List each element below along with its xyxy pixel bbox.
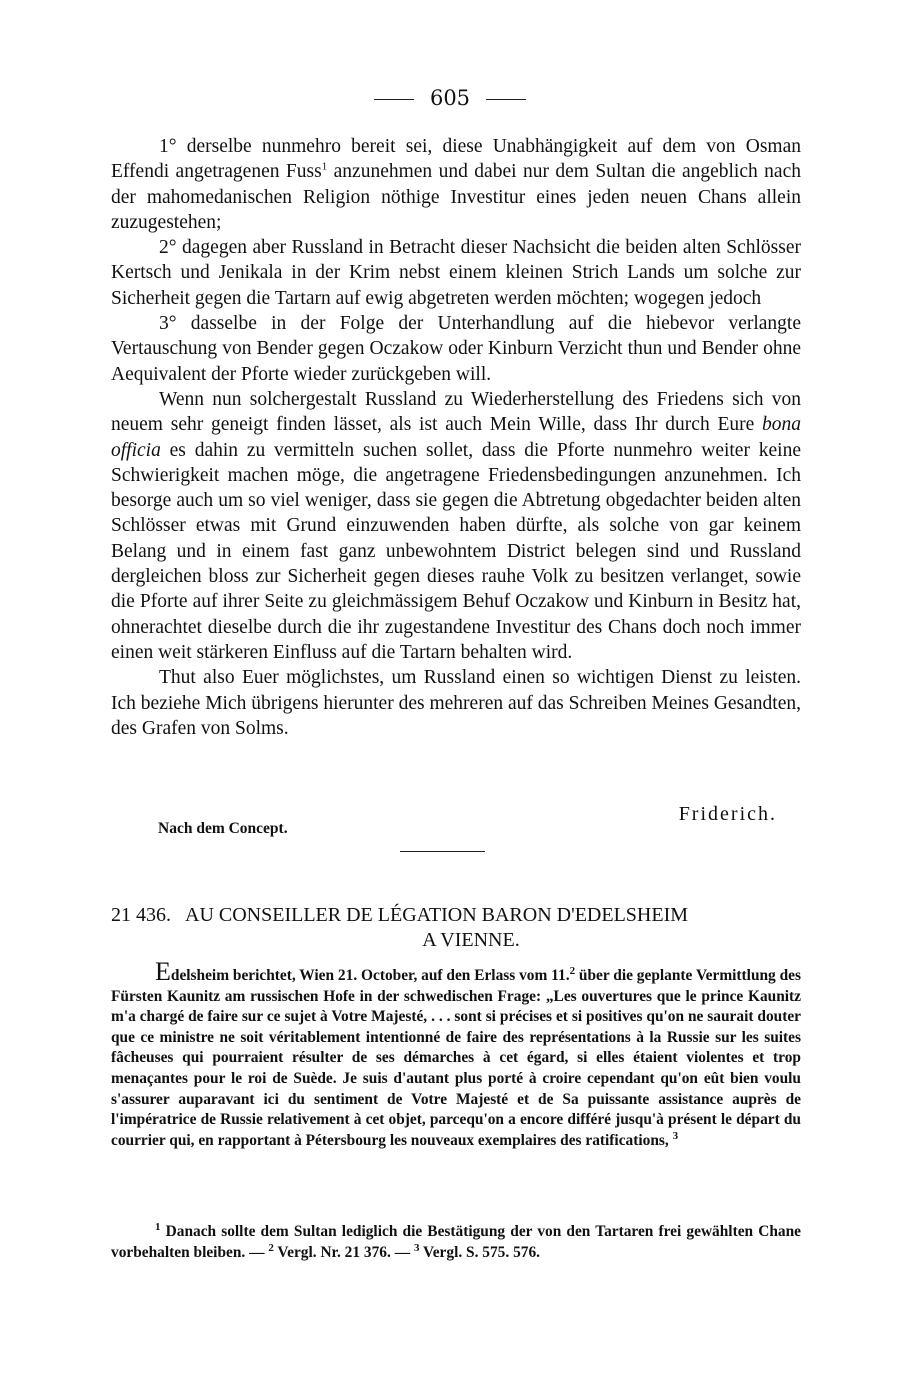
document-number: 21 436. <box>111 904 171 926</box>
footnote-mark-2: 2 <box>268 1241 274 1254</box>
summary-paragraph: Edelsheim berichtet, Wien 21. October, auf den Erlass vom 11.$^2$ über die geplante Vermittlung des Fürsten Kaunitz am russischen Hofe in der schwedischen Frage: „Les ouvertures que le prince Kaunitz m'a chargé de faire sur ce sujet à Votre Majesté, . . . sont si précises et si positives qu'on ne saurait douter que ce ministre ne soit véritablement intentionné de faire des représentations à la Russie sur les suites fâcheuses qui pourraient résulter de ses démarches à cet égard, si elles étaient violentes et trop menaçantes pour le roi de Suède. Je suis d'autant plus porté à croire cependant qu'on eût bien voulu s'assurer auparavant ici du sentiment de Votre Majesté et de Sa puissante assistance auprès de l'impératrice de Russie relativement à cet objet, parcequ'on a encore différé jusqu'à présent le départ du courrier qui, en rapportant à Pétersbourg les nouveaux exemplaires des ratifications, $^3$ <box>111 957 801 1149</box>
footnote-mark-1: 1 <box>155 1220 161 1233</box>
page-number: 605 <box>429 86 471 110</box>
source-note: Nach dem Concept. <box>158 820 288 837</box>
paragraph-point-3: 3° dasselbe in der Folge der Unterhandlung auf die hiebevor verlangte Vertauschung von Bender gegen Oczakow oder Kinburn Verzicht thun und Bender ohne Aequivalent der Pforte wieder zurückgeben will. <box>111 313 801 385</box>
page-number-dash-left <box>374 99 414 100</box>
section-divider <box>400 851 485 852</box>
footnote-mark-3: 3 <box>413 1241 420 1254</box>
paragraph-point-1: 1° derselbe nunmehro bereit sei, diese Unabhängigkeit auf dem von Osman Effendi angetragenen Fuss$^1$ anzunehmen und dabei nur dem Sultan die angeblich nach der mahomedanischen Religion nöthige Investitur eines jeden neuen Chans allein zuzugestehen; <box>111 136 801 233</box>
document-heading <box>111 903 801 953</box>
paragraph-closing: Thut also Euer möglichstes, um Russland einen so wichtigen Dienst zu leisten. Ich beziehe Mich übrigens hierunter des mehreren auf das Schreiben Meines Gesandten, des Grafen von Solms. <box>111 667 801 739</box>
footnote-ref-3[interactable]: 3 <box>672 1129 679 1142</box>
footnotes <box>111 1222 801 1263</box>
italic-phrase: bona officia <box>111 414 801 461</box>
footnote-ref-1[interactable]: 1 <box>321 160 328 173</box>
paragraph-main: Wenn nun solchergestalt Russland zu Wiederherstellung des Friedens sich von neuem sehr geneigt finden lässet, als ist auch Mein Wille, dass Ihr durch Eure bona officia es dahin zu vermitteln suchen sollet, dass die Pforte nunmehro weiter keine Schwierigkeit machen möge, die angetragene Friedensbedingungen anzunehmen. Ich besorge auch um so viel weniger, dass sie gegen die Abtretung obgedachter beiden alten Schlösser etwas mit Grund einzuwenden haben dürfte, als solche von gar keinem Belang und in einem fast ganz unbewohntem District belegen sind und Russland dergleichen bloss zur Sicherheit gegen dieses rauhe Volk zu besitzen verlanget, sowie die Pforte auf ihrer Seite zu gleichmässigem Behuf Oczakow und Kinburn in Besitz hat, ohnerachtet dieselbe durch die ihr zugestandene Investitur des Chans doch noch immer einen weit stärkeren Einfluss auf die Tartarn behalten wird. <box>111 388 801 663</box>
footnote-paragraph: $^1$ Danach sollte dem Sultan lediglich die Bestätigung der von den Tartaren frei gewählten Chane vorbehalten bleiben. — $^2$ Vergl. Nr. 21 376. — $^3$ Vergl. S. 575. 576. <box>111 1220 801 1261</box>
heading-line-2: A VIENNE. <box>422 929 520 951</box>
main-letter-text <box>111 134 801 741</box>
drop-cap: E <box>155 957 171 986</box>
page-number-header <box>0 86 900 110</box>
summary-text <box>111 957 801 1151</box>
footnote-ref-2[interactable]: 2 <box>569 964 576 977</box>
heading-line-1: AU CONSEILLER DE LÉGATION BARON D'EDELSHEIM <box>185 904 689 926</box>
paragraph-point-2: 2° dagegen aber Russland in Betracht dieser Nachsicht die beiden alten Schlösser Kertsch und Jenikala in der Krim nebst einem kleinen Strich Lands um solche zur Sicherheit gegen die Tartarn auf ewig abgetreten werden möchten; wogegen jedoch <box>111 237 801 309</box>
page-number-dash-right <box>486 99 526 100</box>
signature: Friderich. <box>678 803 777 825</box>
